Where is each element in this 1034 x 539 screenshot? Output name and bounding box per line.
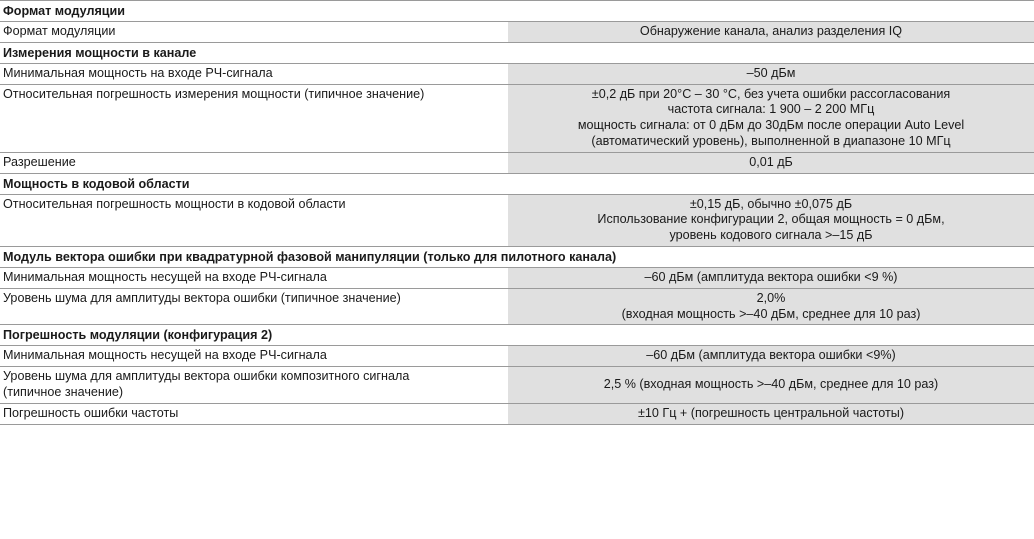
spec-value — [508, 289, 1034, 325]
spec-value-line: мощность сигнала: от 0 дБм до 30дБм после операции Auto Level — [577, 118, 965, 133]
spec-value-line: частота сигнала: 1 900 – 2 200 МГц — [667, 102, 875, 117]
spec-value-line: –50 дБм — [746, 65, 796, 80]
spec-row — [0, 64, 1034, 85]
spec-label — [0, 404, 508, 424]
spec-value-line: (входная мощность >–40 дБм, среднее для 10 раз) — [621, 306, 921, 321]
spec-value-line: (автоматический уровень), выполненной в диапазоне 10 МГц — [591, 133, 951, 148]
spec-value — [508, 64, 1034, 84]
spec-value — [508, 22, 1034, 42]
spec-label — [0, 85, 508, 152]
spec-row — [0, 85, 1034, 153]
spec-value — [508, 346, 1034, 366]
spec-value-line: Использование конфигурации 2, общая мощность = 0 дБм, — [597, 212, 945, 227]
spec-label — [0, 268, 508, 288]
spec-label — [0, 195, 508, 246]
spec-value — [508, 367, 1034, 403]
spec-label-line: Минимальная мощность несущей на входе РЧ-сигнала — [3, 348, 327, 363]
section-title: Мощность в кодовой области — [0, 174, 1034, 195]
spec-row — [0, 404, 1034, 425]
spec-label-line: Минимальная мощность на входе РЧ-сигнала — [3, 65, 273, 80]
spec-section — [0, 247, 1034, 325]
spec-label-line: Относительная погрешность мощности в кодовой области — [3, 196, 346, 211]
spec-label-line: Уровень шума для амплитуды вектора ошибки (типичное значение) — [3, 290, 401, 305]
spec-label — [0, 367, 508, 403]
spec-label — [0, 289, 508, 325]
spec-value-line: уровень кодового сигнала >–15 дБ — [669, 228, 873, 243]
spec-row — [0, 195, 1034, 247]
section-title: Погрешность модуляции (конфигурация 2) — [0, 325, 1034, 346]
spec-value-line: Обнаружение канала, анализ разделения IQ — [639, 24, 903, 38]
spec-label-line: (типичное значение) — [3, 384, 124, 399]
spec-label — [0, 64, 508, 84]
spec-section — [0, 1, 1034, 43]
spec-label — [0, 346, 508, 366]
spec-label-line: Разрешение — [3, 154, 76, 169]
spec-value — [508, 153, 1034, 173]
section-title: Измерения мощности в канале — [0, 43, 1034, 64]
spec-row — [0, 153, 1034, 174]
spec-section — [0, 174, 1034, 247]
spec-row — [0, 346, 1034, 367]
spec-label — [0, 153, 508, 173]
spec-value-line: 2,0% — [756, 290, 786, 305]
section-title: Формат модуляции — [0, 1, 1034, 22]
spec-value — [508, 404, 1034, 424]
spec-section — [0, 325, 1034, 424]
spec-value — [508, 268, 1034, 288]
spec-value-line: ±10 Гц + (погрешность центральной частоты) — [637, 405, 905, 420]
spec-label-line: Уровень шума для амплитуды вектора ошибки композитного сигнала — [3, 369, 410, 384]
spec-section — [0, 43, 1034, 174]
spec-label — [0, 22, 508, 42]
spec-value-line: –60 дБм (амплитуда вектора ошибки <9%) — [646, 348, 896, 363]
spec-row — [0, 289, 1034, 326]
spec-value-line: ±0,15 дБ, обычно ±0,075 дБ — [689, 196, 853, 211]
spec-row — [0, 367, 1034, 404]
spec-label-line: Относительная погрешность измерения мощности (типичное значение) — [3, 86, 425, 101]
spec-value — [508, 85, 1034, 152]
section-title: Модуль вектора ошибки при квадратурной фазовой манипуляции (только для пилотного канала) — [0, 247, 1034, 268]
spec-label-line: Формат модуляции — [3, 24, 116, 38]
spec-value — [508, 195, 1034, 246]
spec-value-line: ±0,2 дБ при 20°C – 30 °C, без учета ошибки рассогласования — [591, 86, 951, 101]
spec-label-line: Минимальная мощность несущей на входе РЧ-сигнала — [3, 269, 327, 284]
spec-label-line: Погрешность ошибки частоты — [3, 405, 179, 420]
spec-row — [0, 22, 1034, 43]
spec-value-line: –60 дБм (амплитуда вектора ошибки <9 %) — [644, 269, 898, 284]
spec-value-line: 2,5 % (входная мощность >–40 дБм, среднее для 10 раз) — [603, 377, 939, 392]
spec-value-line: 0,01 дБ — [749, 154, 793, 169]
spec-row — [0, 268, 1034, 289]
